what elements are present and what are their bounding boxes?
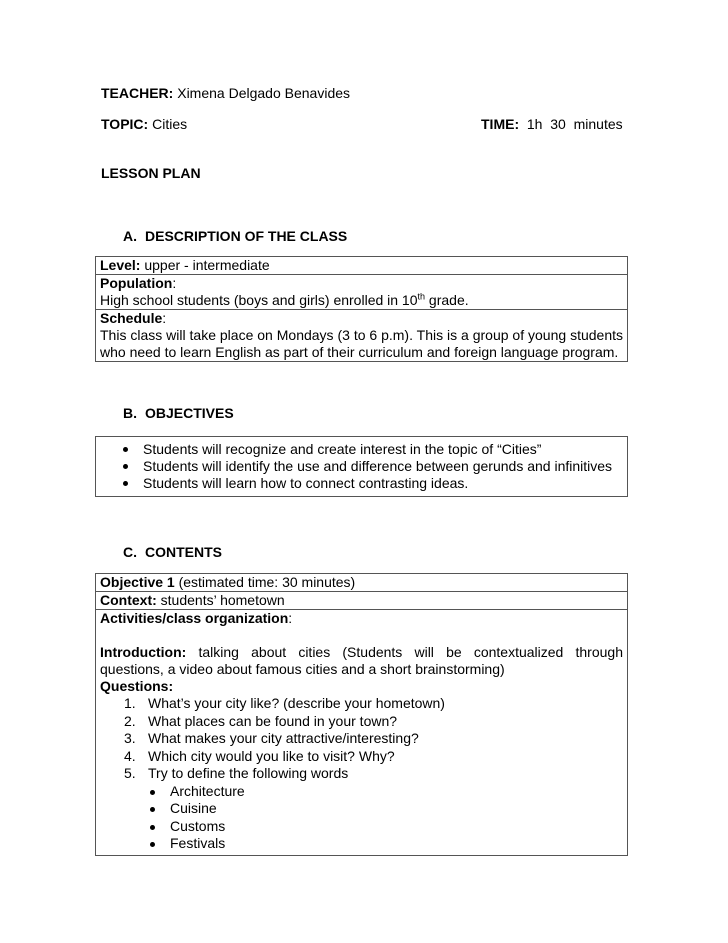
word-item: Architecture: [100, 783, 623, 801]
question-item: [100, 765, 623, 783]
activities-row: [96, 610, 627, 855]
question-number: 4.: [124, 747, 136, 764]
context-value: students’ hometown: [156, 592, 285, 608]
lesson-plan-title: LESSON PLAN: [101, 165, 201, 181]
topic-line: [101, 116, 187, 132]
activities-label: Activities/class organization: [100, 610, 289, 626]
question-text: Which city would you like to visit? Why?: [148, 747, 395, 764]
questions-label: Questions:: [100, 678, 174, 694]
introduction-text: [100, 644, 623, 678]
section-b-heading: [123, 405, 234, 421]
question-number: 1.: [124, 695, 136, 711]
section-c-letter: C.: [123, 544, 137, 560]
population-sup: th: [417, 291, 426, 302]
introduction-label: Introduction:: [100, 644, 187, 660]
word-item: Cuisine: [100, 800, 623, 818]
population-text-end: grade.: [425, 292, 469, 308]
question-text: Try to define the following words: [148, 765, 349, 781]
context-label: Context:: [100, 592, 157, 608]
teacher-line: [101, 85, 350, 101]
time-line: [481, 116, 623, 132]
section-c-heading: [123, 544, 222, 560]
time-label: TIME:: [481, 116, 520, 132]
question-number: 2.: [124, 712, 136, 729]
objectives-box: [95, 436, 628, 497]
question-number: 3.: [124, 730, 136, 746]
question-item: [100, 695, 623, 713]
context-row: [96, 592, 627, 610]
introduction-body: talking about cities (Students will be contextualized through questions, a video about famous cities and a short brainstorming): [100, 644, 623, 677]
objective-item: Students will identify the use and difference between gerunds and infinitives: [96, 458, 623, 475]
population-row: [96, 275, 627, 310]
population-text: High school students (boys and girls) enrolled in 10: [100, 292, 418, 308]
question-text: What places can be found in your town?: [148, 712, 398, 729]
question-item: [100, 730, 623, 748]
objective-row: [96, 574, 627, 592]
objective-item: Students will learn how to connect contrasting ideas.: [96, 475, 623, 492]
schedule-row: [96, 310, 627, 361]
population-colon: :: [172, 275, 177, 291]
section-b-title: OBJECTIVES: [145, 405, 234, 421]
schedule-label: Schedule: [100, 310, 163, 326]
schedule-colon: :: [162, 310, 167, 326]
teacher-label: TEACHER:: [101, 85, 174, 101]
word-item: Festivals: [100, 835, 623, 853]
topic-value: Cities: [152, 116, 188, 132]
topic-label: TOPIC:: [101, 116, 149, 132]
objective-label: Objective 1: [100, 574, 175, 590]
objective-value: (estimated time: 30 minutes): [174, 574, 356, 590]
question-number: 5.: [124, 765, 136, 781]
population-label: Population: [100, 275, 173, 291]
contents-table: [95, 573, 628, 856]
question-item: [100, 713, 623, 731]
level-value: upper - intermediate: [144, 257, 270, 273]
word-item: Customs: [100, 818, 623, 836]
question-item: [100, 748, 623, 766]
section-c-title: CONTENTS: [145, 544, 222, 560]
level-row: [96, 257, 627, 275]
section-a-heading: [123, 228, 347, 244]
objective-item: Students will recognize and create interest in the topic of “Cities”: [96, 441, 623, 458]
class-description-table: [95, 256, 628, 362]
question-text: What makes your city attractive/interesting?: [148, 730, 419, 746]
teacher-name: Ximena Delgado Benavides: [177, 85, 351, 101]
section-a-letter: A.: [123, 228, 137, 244]
section-a-title: DESCRIPTION OF THE CLASS: [145, 228, 348, 244]
level-label: Level:: [100, 257, 141, 273]
time-value: 1h 30 minutes: [526, 116, 623, 132]
activities-colon: :: [288, 610, 293, 626]
schedule-text: This class will take place on Mondays (3 to 6 p.m). This is a group of young students who need to learn English as part of their curriculum and foreign language program.: [100, 327, 623, 360]
question-text: What’s your city like? (describe your hometown): [148, 695, 445, 711]
section-b-letter: B.: [123, 405, 137, 421]
